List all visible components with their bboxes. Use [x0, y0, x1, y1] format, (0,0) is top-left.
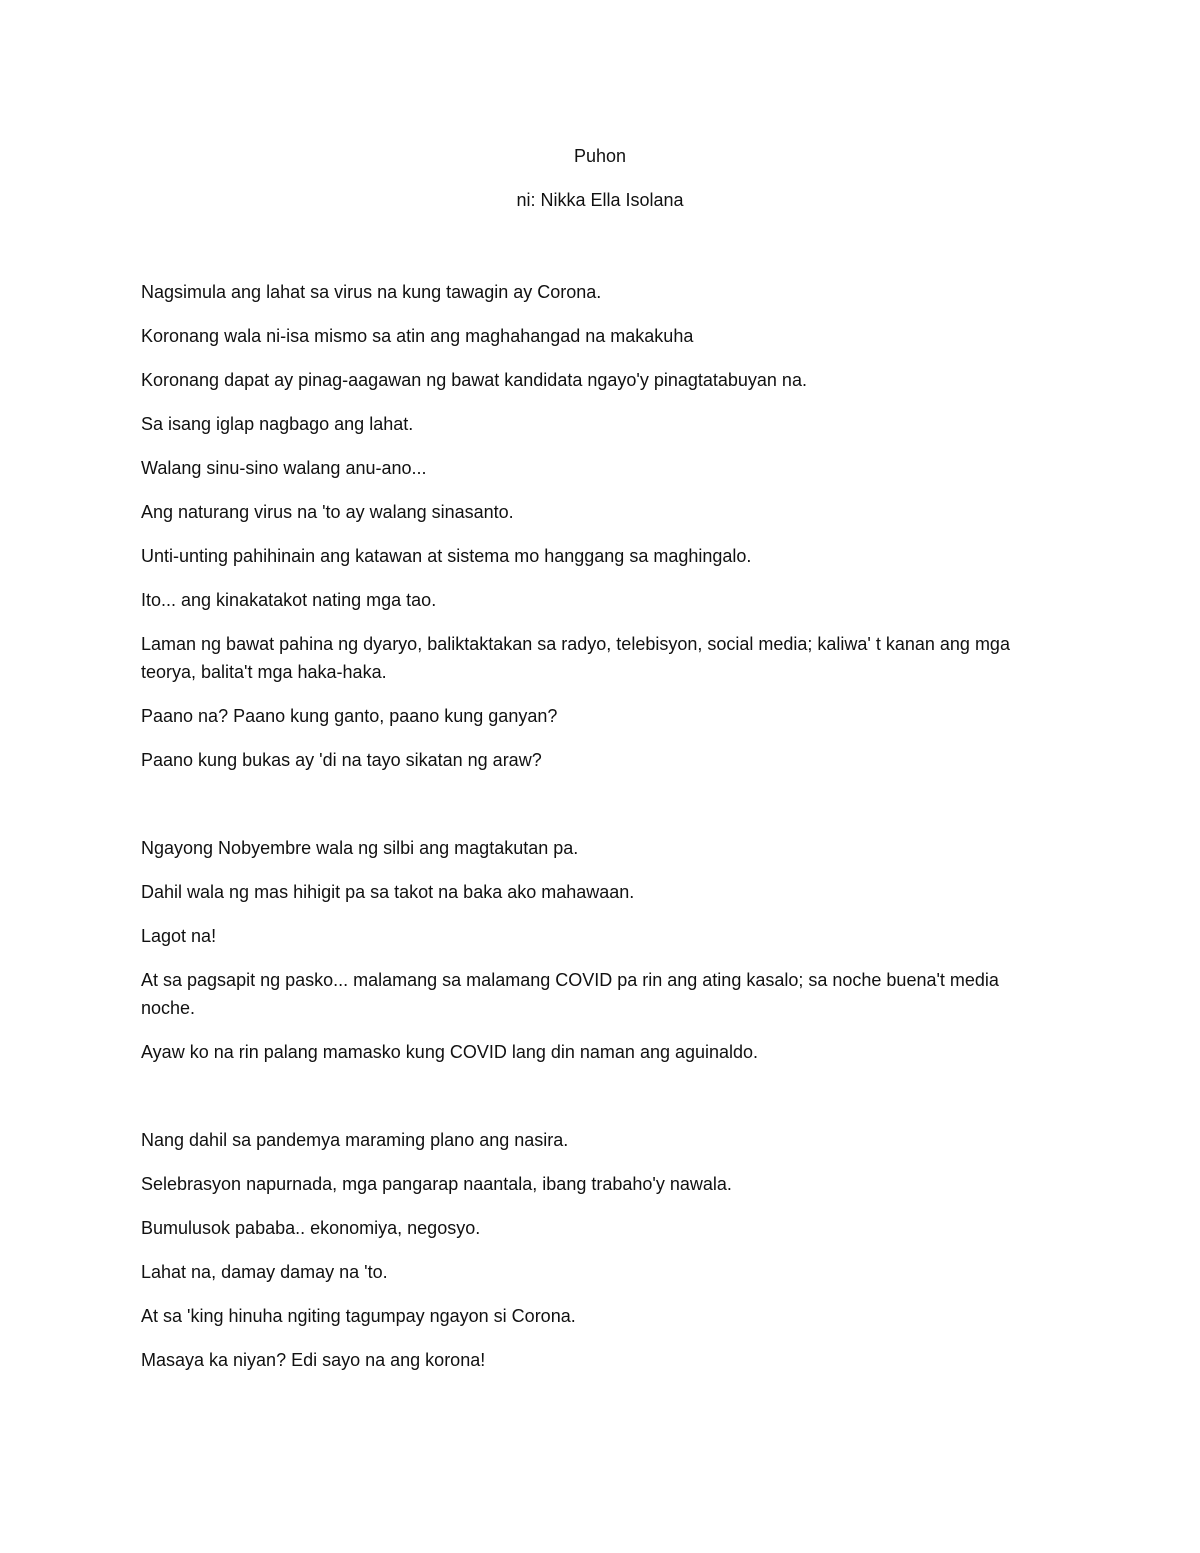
poem-line: Koronang dapat ay pinag-aagawan ng bawat kandidata ngayo'y pinagtatabuyan na. [141, 370, 807, 390]
poem-line: Ngayong Nobyembre wala ng silbi ang magtakutan pa. [141, 838, 579, 858]
poem-line: Nang dahil sa pandemya maraming plano ang nasira. [141, 1130, 569, 1150]
author-byline: ni: Nikka Ella Isolana [516, 190, 684, 210]
poem-line: Walang sinu-sino walang anu-ano... [141, 458, 427, 478]
poem-body [141, 278, 1051, 1374]
title-block [0, 142, 1200, 214]
poem-line: Sa isang iglap nagbago ang lahat. [141, 414, 414, 434]
poem-line: Masaya ka niyan? Edi sayo na ang korona! [141, 1350, 486, 1370]
poem-line: Ito... ang kinakatakot nating mga tao. [141, 590, 437, 610]
poem-line: Lagot na! [141, 926, 217, 946]
document-title: Puhon [573, 146, 627, 166]
stanza-1 [141, 278, 1051, 774]
poem-line: Dahil wala ng mas hihigit pa sa takot na baka ako mahawaan. [141, 882, 635, 902]
poem-line: Koronang wala ni-isa mismo sa atin ang maghahangad na makakuha [141, 326, 694, 346]
poem-line: Bumulusok pababa.. ekonomiya, negosyo. [141, 1218, 481, 1238]
stanza-2 [141, 834, 1051, 1066]
poem-line: Ayaw ko na rin palang mamasko kung COVID lang din naman ang aguinaldo. [141, 1042, 759, 1062]
poem-line: Paano kung bukas ay 'di na tayo sikatan ng araw? [141, 750, 542, 770]
poem-line: Nagsimula ang lahat sa virus na kung tawagin ay Corona. [141, 282, 602, 302]
poem-line: Selebrasyon napurnada, mga pangarap naantala, ibang trabaho'y nawala. [141, 1174, 732, 1194]
poem-line: Unti-unting pahihinain ang katawan at sistema mo hanggang sa maghingalo. [141, 546, 752, 566]
poem-line: Paano na? Paano kung ganto, paano kung ganyan? [141, 706, 558, 726]
poem-line: Laman ng bawat pahina ng dyaryo, baliktaktakan sa radyo, telebisyon, social media; kaliwa' t kanan ang mga teorya, balita't mga haka-haka. [141, 634, 1010, 682]
poem-line: Ang naturang virus na 'to ay walang sinasanto. [141, 502, 514, 522]
poem-line: At sa 'king hinuha ngiting tagumpay ngayon si Corona. [141, 1306, 576, 1326]
poem-line: Lahat na, damay damay na 'to. [141, 1262, 388, 1282]
poem-line: At sa pagsapit ng pasko... malamang sa malamang COVID pa rin ang ating kasalo; sa noche buena't media noche. [141, 970, 999, 1018]
stanza-3 [141, 1126, 1051, 1374]
